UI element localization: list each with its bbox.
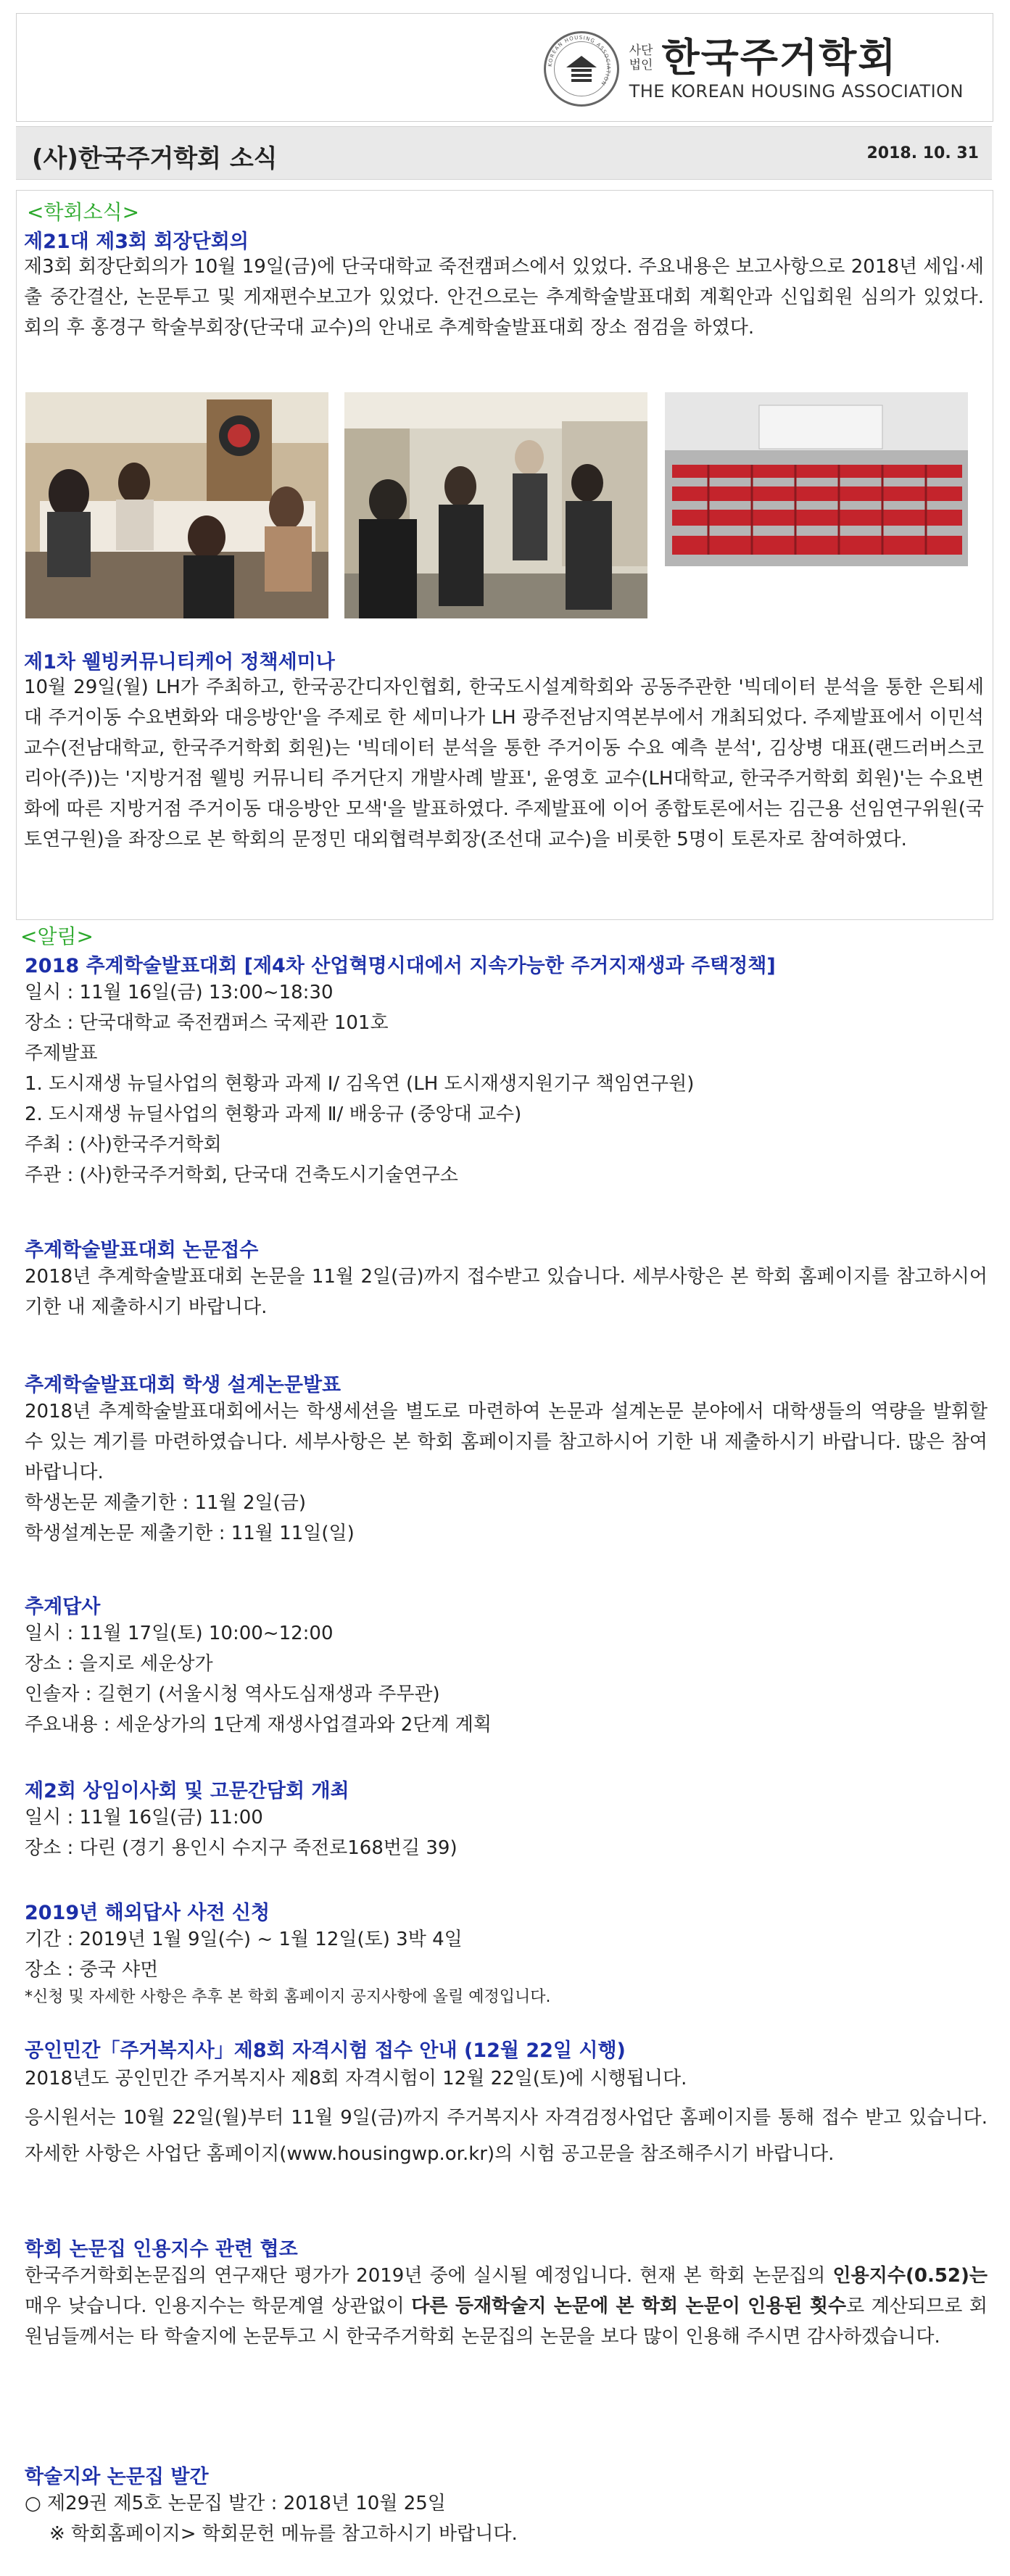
org-name-en: THE KOREAN HOUSING ASSOCIATION (629, 81, 964, 102)
auditorium-photo (665, 392, 968, 566)
notice-heading-tour: 추계답사 (25, 1596, 101, 1618)
exam-line1: 2018년도 공인민간 주거복지사 제8회 자격시험이 12월 22일(토)에 시행됩니다. (25, 2068, 687, 2090)
society-news-box (16, 190, 993, 920)
notice-heading-exam: 공인민간「주거복지사」제8회 자격시험 접수 안내 (12월 22일 시행) (25, 2039, 626, 2062)
deadline-line: 학생논문 제출기한 : 11월 2일(금) (25, 1492, 307, 1514)
detail-line: 기간 : 2019년 1월 9일(수) ~ 1월 12일(토) 3박 4일 (25, 1929, 463, 1950)
news-body-meeting: 제3회 회장단회의가 10월 19일(금)에 단국대학교 죽전캠퍼스에서 있었다. 주요내용은 보고사항으로 2018년 세입·세출 중간결산, 논문투고 및 게재편수보고가 있었다. 안건으로는 추계학술발표대회 계획안과 신입회원 심의가 있었다. 회의 후 홍경구 학술부회장(단국대 교수)의 안내로 추계학술발표대회 장소 점검을 하였다. (24, 256, 984, 339)
conference-details (25, 977, 694, 1190)
svg-text:KOREAN HOUSING ASSOCIATION: KOREAN HOUSING ASSOCIATION (547, 34, 611, 87)
student-body: 2018년 추계학술발표대회에서는 학생세션을 별도로 마련하여 논문과 설계논문 분야에서 대학생들의 역량을 발휘할 수 있는 계기를 마련하였습니다. 세부사항은 본 학회 홈페이지를 참고하시어 기한 내 제출하시기 바랍니다. 많은 참여 바랍니다. (25, 1401, 988, 1483)
detail-line: 2. 도시재생 뉴딜사업의 현황과 과제 Ⅱ/ 배웅규 (중앙대 교수) (25, 1103, 522, 1125)
org-name-ko: 한국주거학회 (661, 35, 898, 80)
detail-line: 장소 : 단국대학교 죽전캠퍼스 국제관 101호 (25, 1012, 389, 1034)
logo-label: 사단 법인 (629, 44, 653, 73)
seal-ring-icon (544, 31, 615, 102)
detail-line: 일시 : 11월 16일(금) 13:00~18:30 (25, 982, 334, 1003)
journal-note: ※ 학회홈페이지> 학회문헌 메뉴를 참고하시기 바랍니다. (49, 2523, 518, 2545)
header (16, 13, 993, 122)
overseas-details (25, 1924, 463, 1985)
detail-line: 장소 : 중국 샤먼 (25, 1959, 159, 1981)
deadline-line: 학생설계논문 제출기한 : 11월 11일(일) (25, 1523, 355, 1544)
exam-body: 응시원서는 10월 22일(월)부터 11월 9일(금)까지 주거복지사 자격검정사업단 홈페이지를 통해 접수 받고 있습니다. 자세한 사항은 사업단 홈페이지(www.housingwp.or.kr)의 시험 공고문을 참조해주시기 바랍니다. (25, 2107, 988, 2165)
detail-line: 주최 : (사)한국주거학회 (25, 1134, 222, 1156)
newsletter-title: (사)한국주거학회 소식 (32, 144, 278, 173)
citation-index-emphasis: 인용지수(0.52)는 (832, 2265, 988, 2287)
citation-text: 로 계산되므로 회원님들께서는 타 학술지에 논문투고 시 한국주거학회 논문집의 논문을 보다 많이 인용해 주시면 감사하겠습니다. (25, 2295, 988, 2348)
news-heading-meeting: 제21대 제3회 회장단회의 (24, 231, 249, 253)
notice-heading-journal: 학술지와 논문집 발간 (25, 2466, 209, 2488)
citation-count-emphasis: 다른 등재학술지 논문에 본 학회 논문이 인용된 횟수 (411, 2295, 847, 2317)
citation-text: 매우 낮습니다. 인용지수는 학문계열 상관없이 (25, 2295, 412, 2317)
newsletter-date: 2018. 10. 31 (866, 144, 979, 162)
detail-line: 일시 : 11월 17일(토) 10:00~12:00 (25, 1623, 334, 1644)
detail-line: 주요내용 : 세운상가의 1단계 재생사업결과와 2단계 계획 (25, 1714, 492, 1736)
notice-heading-paper-submit: 추계학술발표대회 논문접수 (25, 1239, 259, 1262)
inspection-photo (344, 392, 647, 618)
board-details (25, 1802, 458, 1863)
notice-heading-overseas: 2019년 해외답사 사전 신청 (25, 1902, 270, 1924)
meeting-photo (25, 392, 328, 618)
detail-line: 1. 도시재생 뉴딜사업의 현황과 과제 Ⅰ/ 김옥연 (LH 도시재생지원기구 책임연구원) (25, 1073, 695, 1095)
citation-text: 한국주거학회논문집의 연구재단 평가가 2019년 중에 실시될 예정입니다. 현재 본 학회 논문집의 (25, 2265, 833, 2287)
tour-details (25, 1618, 492, 1740)
detail-line: 장소 : 다린 (경기 용인시 수지구 죽전로168번길 39) (25, 1837, 458, 1859)
paper-submit-body: 2018년 추계학술발표대회 논문을 11월 2일(금)까지 접수받고 있습니다. 세부사항은 본 학회 홈페이지를 참고하시어 기한 내 제출하시기 바랍니다. (25, 1266, 988, 1318)
notice-heading-conference: 2018 추계학술발표대회 [제4차 산업혁명시대에서 지속가능한 주거지재생과 주택정책] (25, 955, 776, 977)
section-tag-news: <학회소식> (27, 200, 140, 224)
section-tag-notice: <알림> (20, 924, 94, 948)
detail-line: 주관 : (사)한국주거학회, 단국대 건축도시기술연구소 (25, 1164, 458, 1186)
journal-line: ○ 제29권 제5호 논문집 발간 : 2018년 10월 25일 (25, 2493, 446, 2514)
detail-line: 일시 : 11월 16일(금) 11:00 (25, 1807, 263, 1829)
student-deadlines (25, 1488, 355, 1549)
title-bar (16, 126, 992, 180)
detail-line: 주제발표 (25, 1043, 98, 1064)
seal-logo (544, 31, 619, 107)
citation-body (25, 2261, 988, 2352)
overseas-note: *신청 및 자세한 사항은 추후 본 학회 홈페이지 공지사항에 올릴 예정입니다. (25, 1988, 551, 2006)
news-heading-seminar: 제1차 웰빙커뮤니티케어 정책세미나 (24, 651, 335, 674)
journal-details (25, 2488, 518, 2549)
notice-heading-citation: 학회 논문집 인용지수 관련 협조 (25, 2238, 298, 2261)
detail-line: 장소 : 을지로 세운상가 (25, 1653, 213, 1675)
logo (544, 33, 964, 105)
notice-heading-student: 추계학술발표대회 학생 설계논문발표 (25, 1374, 342, 1396)
notice-heading-board: 제2회 상임이사회 및 고문간담회 개최 (25, 1780, 349, 1802)
news-body-seminar: 10월 29일(월) LH가 주최하고, 한국공간디자인협회, 한국도시설계학회와 공동주관한 '빅데이터 분석을 통한 은퇴세대 주거이동 수요변화와 대응방안'을 주제로 한 세미나가 LH 광주전남지역본부에서 개최되었다. 주제발표에서 이민석 교수(전남대학교, 한국주거학회 회원)는 '빅데이터 분석을 통한 주거이동 수요 예측 분석', 김상병 대표(랜드러버스코리아(주))는 '지방거점 웰빙 커뮤니티 주거단지 개발사례 발표', 윤영호 교수(LH대학교, 한국주거학회 회원)'는 수요변화에 따른 지방거점 주거이동 대응방안 모색'을 발표하였다. 주제발표에 이어 종합토론에서는 김근용 선임연구위원(국토연구원)을 좌장으로 본 학회의 문정민 대외협력부회장(조선대 교수)을 비롯한 5명이 토론자로 참여하였다. (24, 676, 984, 850)
detail-line: 인솔자 : 길현기 (서울시청 역사도심재생과 주무관) (25, 1683, 440, 1705)
